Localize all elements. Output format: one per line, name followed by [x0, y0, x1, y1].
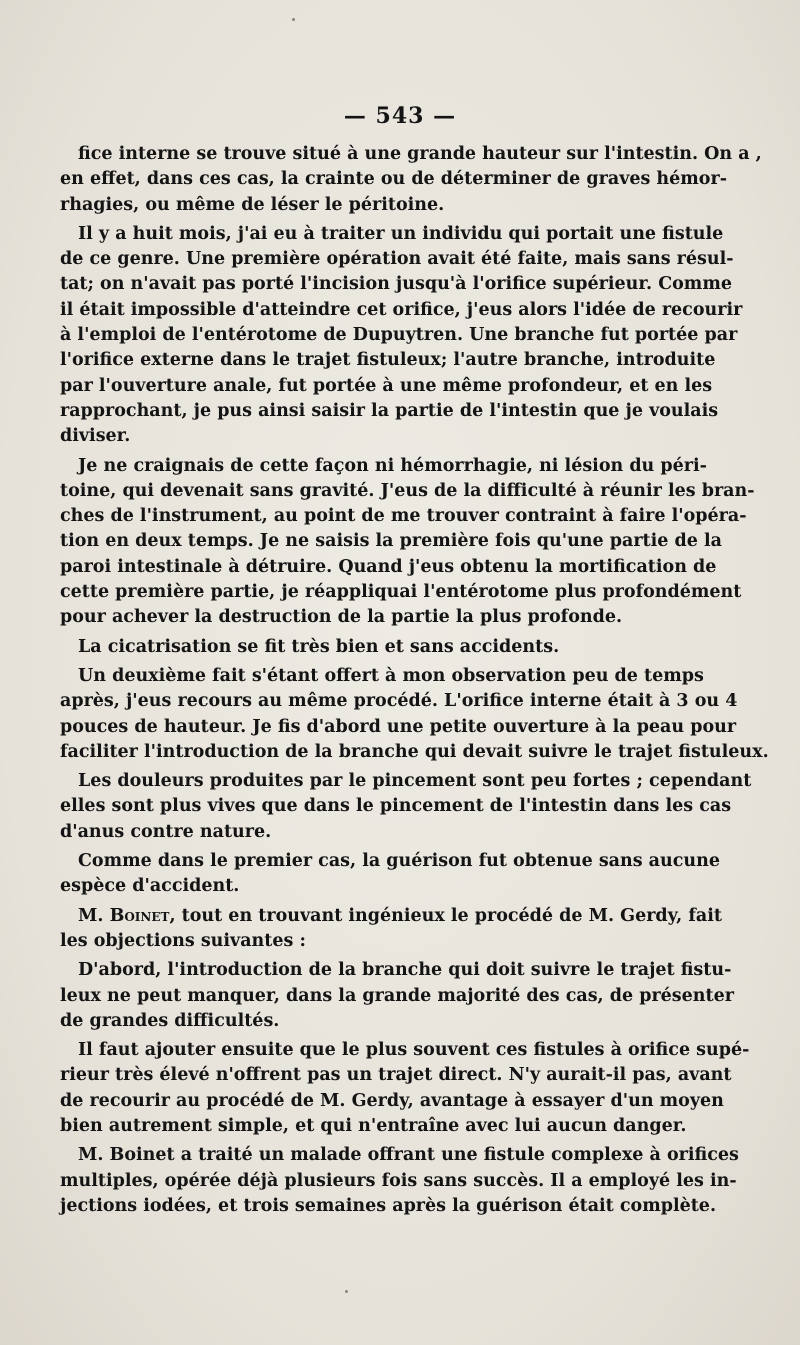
text-line: espèce d'accident.	[60, 876, 240, 897]
text-line: tion en deux temps. Je ne saisis la première fois qu'une partie de la	[60, 531, 722, 552]
text-line: l'orifice externe dans le trajet fistuleux; l'autre branche, introduite	[60, 350, 716, 371]
body-text	[60, 142, 769, 1223]
text-line: ches de l'instrument, au point de me trouver contraint à faire l'opéra-	[60, 506, 747, 527]
paragraph-p11	[60, 1143, 739, 1219]
paragraph-p10	[60, 1038, 750, 1139]
paragraph-p3	[60, 454, 755, 631]
text-line: pour achever la destruction de la partie la plus profonde.	[60, 607, 623, 628]
text-line: jections iodées, et trois semaines après la guérison était complète.	[60, 1195, 717, 1216]
text-line: elles sont plus vives que dans le pincement de l'intestin dans les cas	[60, 796, 732, 817]
text-line: de grandes difficultés.	[60, 1010, 280, 1031]
text-line: après, j'eus recours au même procédé. L'orifice interne était à 3 ou 4	[60, 691, 738, 712]
text-line: multiples, opérée déjà plusieurs fois sans succès. Il a employé les in-	[60, 1170, 737, 1191]
text-line: rieur très élevé n'offrent pas un trajet direct. N'y aurait-il pas, avant	[60, 1065, 732, 1086]
text-line: paroi intestinale à détruire. Quand j'eus obtenu la mortification de	[60, 556, 717, 577]
paragraph-p4	[60, 635, 672, 660]
paragraph-p6	[60, 769, 752, 845]
text-line: diviser.	[60, 426, 131, 447]
text-line: leux ne peut manquer, dans la grande majorité des cas, de présenter	[60, 985, 734, 1006]
text-line: rhagies, ou même de léser le péritoine.	[60, 194, 445, 215]
text-line: La cicatrisation se fit très bien et sans accidents.	[78, 636, 560, 657]
text-line: Il faut ajouter ensuite que le plus souvent ces fistules à orifice supé-	[78, 1040, 750, 1061]
text-line: Les douleurs produites par le pincement sont peu fortes ; cependant	[78, 771, 752, 792]
text-line: rapprochant, je pus ainsi saisir la partie de l'intestin que je voulais	[60, 400, 719, 421]
text-line: Un deuxième fait s'étant offert à mon observation peu de temps	[78, 665, 704, 686]
text-line: D'abord, l'introduction de la branche qui doit suivre le trajet fistu-	[78, 960, 732, 981]
text-line: en effet, dans ces cas, la crainte ou de déterminer de graves hémor-	[60, 169, 727, 190]
page-number: — 543 —	[343, 103, 457, 129]
text-line: il était impossible d'atteindre cet orifice, j'eus alors l'idée de recourir	[60, 299, 743, 320]
text-line: par l'ouverture anale, fut portée à une même profondeur, et en les	[60, 375, 713, 396]
author-name-smallcaps: Boinet	[109, 905, 170, 926]
text-line: toine, qui devenait sans gravité. J'eus de la difficulté à réunir les bran-	[60, 480, 755, 501]
paragraph-p8	[60, 904, 722, 955]
text-line: M. Boinet a traité un malade offrant une fistule complexe à orifices	[78, 1145, 739, 1166]
text-line: Il y a huit mois, j'ai eu à traiter un individu qui portait une fistule	[78, 223, 724, 244]
paragraph-p7	[60, 849, 720, 900]
text-line: de recourir au procédé de M. Gerdy, avantage à essayer d'un moyen	[60, 1090, 724, 1111]
text-line: Comme dans le premier cas, la guérison fut obtenue sans aucune	[78, 851, 720, 872]
paragraph-p2	[60, 222, 743, 450]
paper-speck	[292, 18, 295, 21]
text-line: M. Boinet, tout en trouvant ingénieux le procédé de M. Gerdy, fait	[78, 905, 722, 926]
text-line: Je ne craignais de cette façon ni hémorrhagie, ni lésion du péri-	[78, 455, 707, 476]
text-line: fice interne se trouve situé à une grande hauteur sur l'intestin. On a ,	[78, 144, 762, 164]
text-line: à l'emploi de l'entérotome de Dupuytren. Une branche fut portée par	[60, 325, 738, 346]
text-line: faciliter l'introduction de la branche qui devait suivre le trajet fistuleux.	[60, 741, 769, 762]
paper-speck	[345, 1290, 348, 1293]
text-line: les objections suivantes :	[60, 930, 306, 951]
text-line: de ce genre. Une première opération avait été faite, mais sans résul-	[60, 249, 734, 270]
text-line: d'anus contre nature.	[60, 821, 272, 842]
text-line: bien autrement simple, et qui n'entraîne avec lui aucun danger.	[60, 1115, 687, 1136]
text-line: tat; on n'avait pas porté l'incision jusqu'à l'orifice supérieur. Comme	[60, 274, 732, 295]
paragraph-p9	[60, 958, 734, 1034]
text-line: cette première partie, je réappliquai l'entérotome plus profondément	[60, 582, 742, 603]
text-line: pouces de hauteur. Je fis d'abord une petite ouverture à la peau pour	[60, 716, 737, 737]
paragraph-p5	[60, 664, 769, 765]
paragraph-p1	[60, 142, 762, 218]
